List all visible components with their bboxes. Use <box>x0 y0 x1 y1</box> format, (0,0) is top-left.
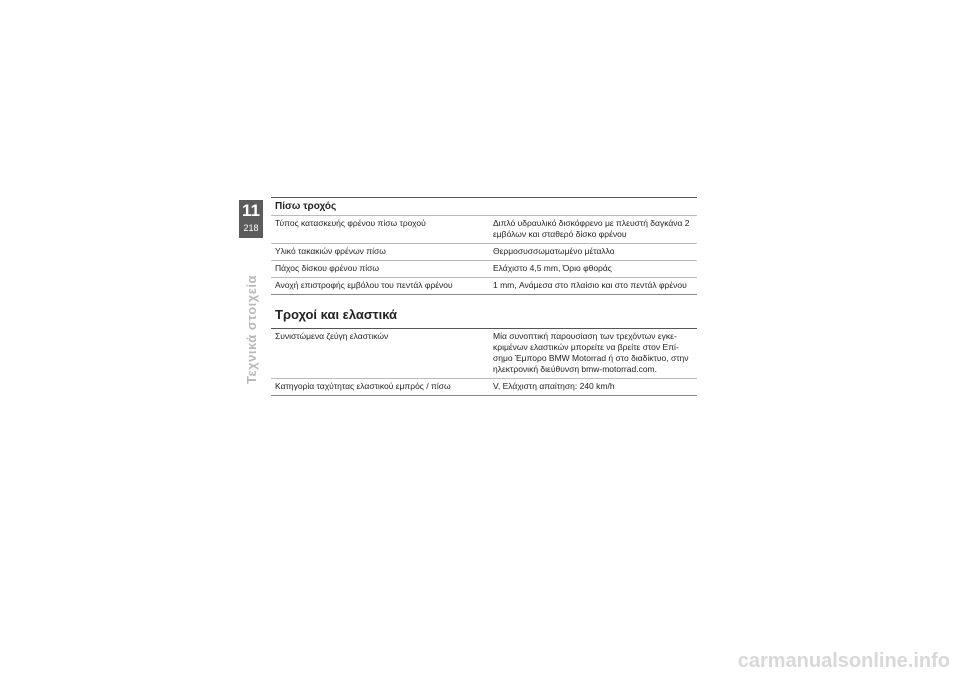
spec-content <box>271 197 697 396</box>
rear-wheel-title: Πίσω τροχός <box>271 197 697 215</box>
row-value: V, Ελάχιστη απαίτηση: 240 km/h <box>493 381 615 391</box>
row-label: Τύπος κατασκευής φρένου πίσω τροχού <box>275 218 426 228</box>
rear-wheel-table <box>271 215 697 295</box>
table-row <box>271 379 697 396</box>
wheels-tires-table <box>271 328 697 396</box>
row-label: Κατηγορία ταχύτητας ελαστικού εμπρός / πίσω <box>275 381 451 391</box>
chapter-number: 11 <box>242 201 260 220</box>
row-value: Μία συνοπτική παρουσίαση των τρεχόντων εγκε-κριμένων ελαστικών μπορείτε να βρείτε στον Επί-σημο Έμπορο BMW Motorrad ή στο διαδίκτυο, στην ηλεκτρονική διεύθυνση bmw-motorrad.com. <box>493 331 689 374</box>
row-label: Συνιστώμενα ζεύγη ελαστικών <box>275 331 389 341</box>
table-row <box>271 278 697 295</box>
row-value: Ελάχιστο 4,5 mm, Όριο φθοράς <box>493 263 612 273</box>
wheels-tires-title: Τροχοί και ελαστικά <box>275 307 398 322</box>
row-label: Πάχος δίσκου φρένου πίσω <box>275 263 379 273</box>
table-row <box>271 244 697 261</box>
table-row <box>271 261 697 278</box>
chapter-vertical-label: Τεχνικά στοιχεία <box>244 274 259 384</box>
row-value: Διπλό υδραυλικό δισκόφρενο με πλευστή δαγκάνα 2 εμβόλων και σταθερό δίσκο φρένου <box>493 218 690 239</box>
table-row <box>271 329 697 379</box>
chapter-tab <box>239 200 263 238</box>
row-label: Υλικό τακακιών φρένων πίσω <box>275 246 386 256</box>
table-row <box>271 216 697 244</box>
page-number: 218 <box>243 223 259 233</box>
row-value: Θερμοσυσσωματωμένο μέταλλο <box>493 246 615 256</box>
row-value: 1 mm, Ανάμεσα στο πλαίσιο και στο πεντάλ φρένου <box>493 280 687 290</box>
watermark: carmanualsonline.info <box>737 650 950 672</box>
row-label: Ανοχή επιστροφής εμβόλου του πεντάλ φρένου <box>275 280 453 290</box>
